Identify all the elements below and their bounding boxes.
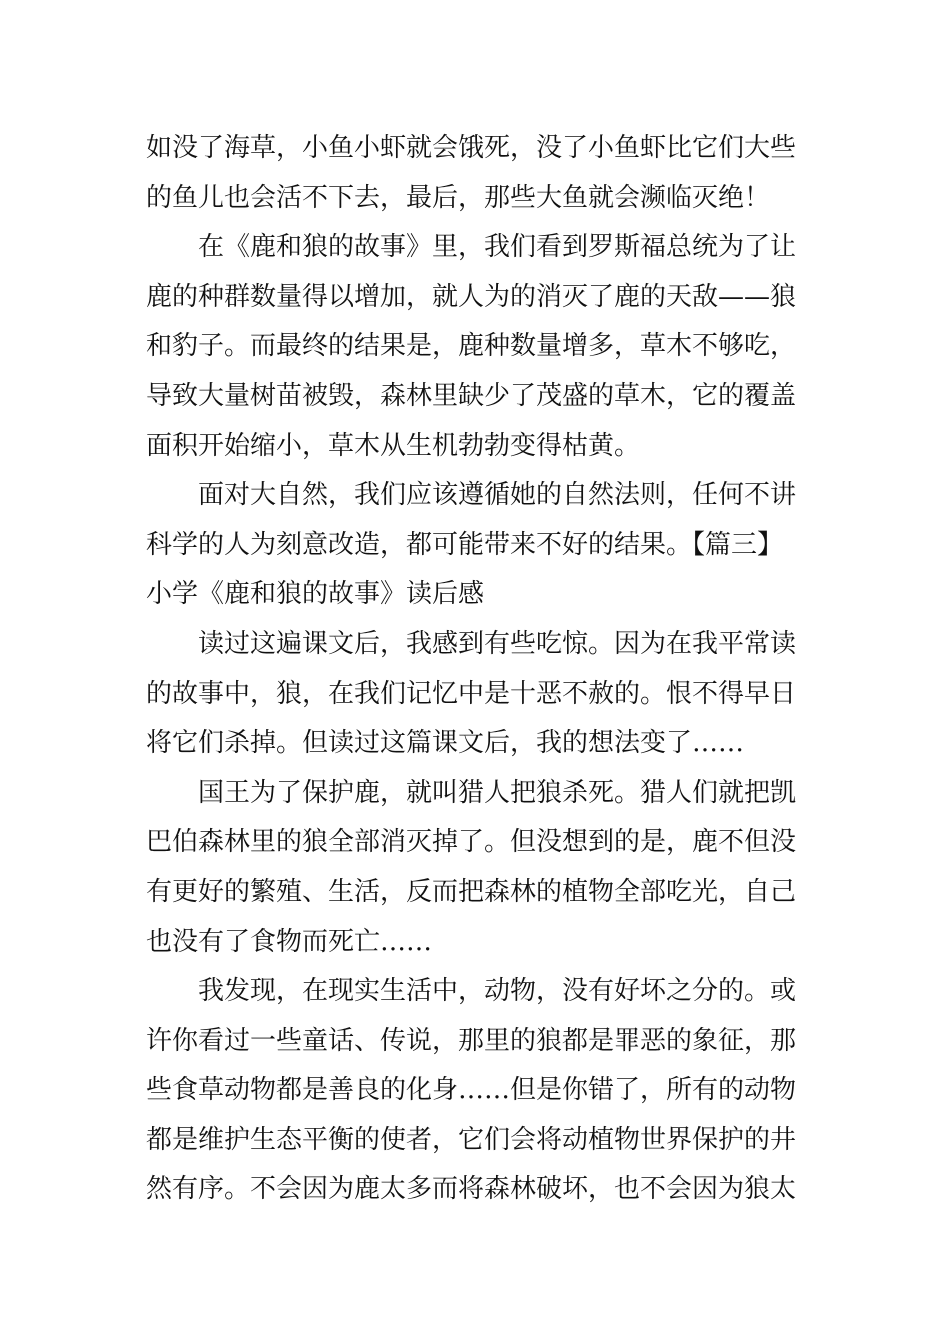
- text-line: 面对大自然，我们应该遵循她的自然法则，任何不讲: [198, 480, 797, 511]
- text-line: 面积开始缩小，草木从生机勃勃变得枯黄。: [146, 430, 641, 461]
- text-line: 许你看过一些童话、传说，那里的狼都是罪恶的象征，那: [146, 1025, 797, 1056]
- text-line: 些食草动物都是善良的化身……但是你错了，所有的动物: [146, 1075, 797, 1106]
- text-line: 将它们杀掉。但读过这篇课文后，我的想法变了……: [146, 728, 745, 759]
- text-line: 的故事中，狼，在我们记忆中是十恶不赦的。恨不得早日: [146, 678, 797, 709]
- text-line: 的鱼儿也会活不下去，最后，那些大鱼就会濒临灭绝！: [146, 182, 771, 213]
- text-line: 在《鹿和狼的故事》里，我们看到罗斯福总统为了让: [198, 232, 797, 263]
- text-line: 导致大量树苗被毁，森林里缺少了茂盛的草木，它的覆盖: [146, 380, 797, 411]
- text-line: 也没有了食物而死亡……: [146, 926, 433, 957]
- text-line: 我发现，在现实生活中，动物，没有好坏之分的。或: [198, 976, 797, 1007]
- body-text: [146, 124, 808, 1215]
- text-line: 鹿的种群数量得以增加，就人为的消灭了鹿的天敌——狼: [146, 281, 797, 312]
- text-line: 有更好的繁殖、生活，反而把森林的植物全部吃光，自己: [146, 876, 797, 907]
- text-line: 读过这遍课文后，我感到有些吃惊。因为在我平常读: [198, 628, 797, 659]
- text-line: 巴伯森林里的狼全部消灭掉了。但没想到的是，鹿不但没: [146, 827, 797, 858]
- text-line: 然有序。不会因为鹿太多而将森林破坏，也不会因为狼太: [146, 1174, 797, 1205]
- text-line: 都是维护生态平衡的使者，它们会将动植物世界保护的井: [146, 1124, 797, 1155]
- text-line: 科学的人为刻意改造，都可能带来不好的结果。【篇三】: [146, 529, 784, 560]
- text-line: 和豹子。而最终的结果是，鹿种数量增多，草木不够吃，: [146, 331, 797, 362]
- text-line: 国王为了保护鹿，就叫猎人把狼杀死。猎人们就把凯: [198, 777, 797, 808]
- text-line: 小学《鹿和狼的故事》读后感: [146, 579, 485, 610]
- text-line: 如没了海草，小鱼小虾就会饿死，没了小鱼虾比它们大些: [146, 133, 797, 163]
